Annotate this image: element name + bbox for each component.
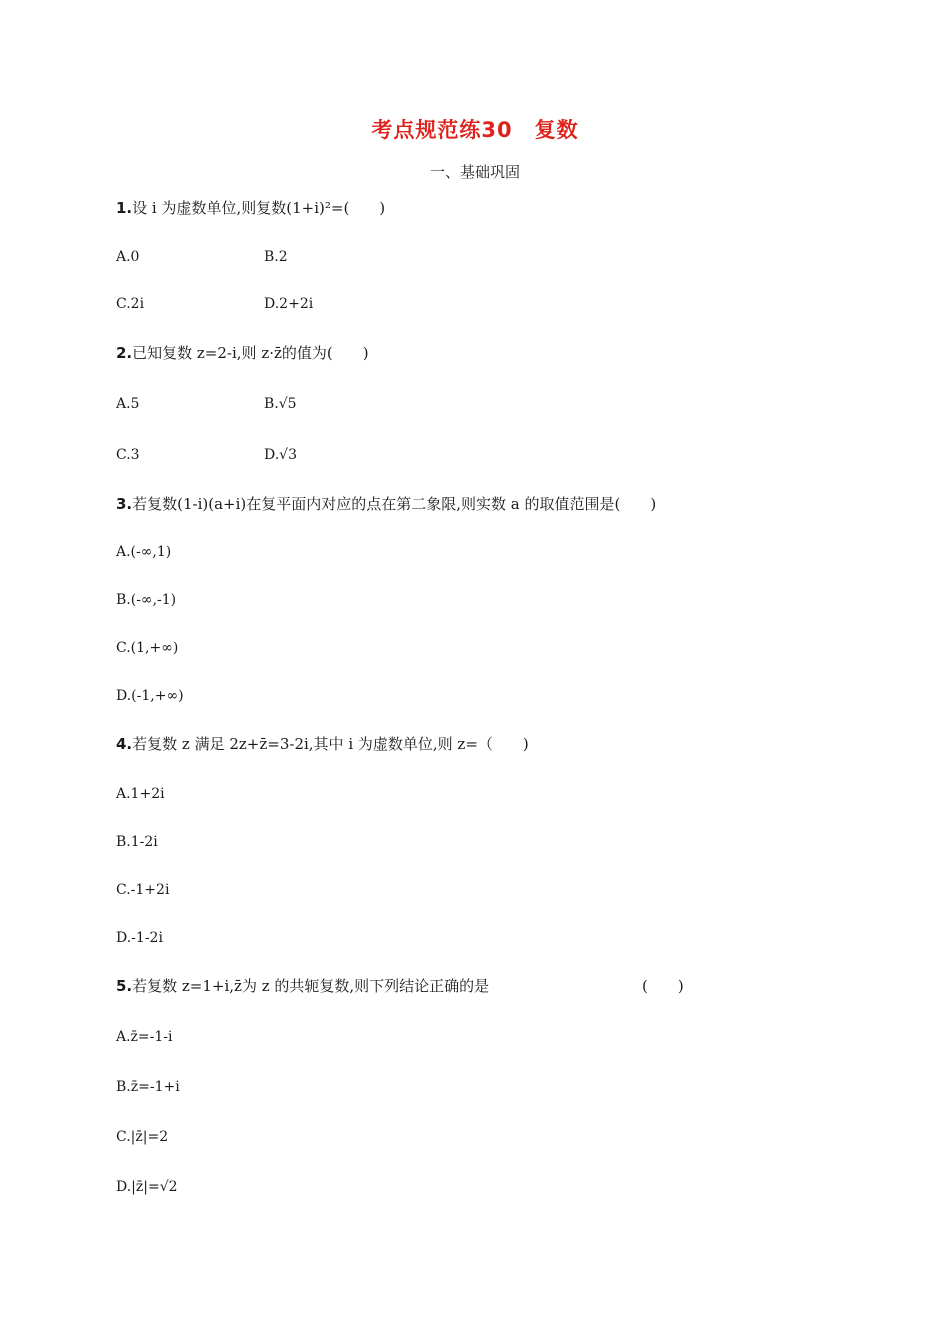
question-number: 3.: [116, 495, 133, 513]
option-d: D.|z̄|=√2: [116, 1179, 178, 1195]
option-b: B.(-∞,-1): [116, 592, 177, 608]
question-stem: 若复数 z=1+i,z̄为 z 的共轭复数,则下列结论正确的是: [132, 977, 490, 995]
question-stem: 若复数 z 满足 2z+z̄=3-2i,其中 i 为虚数单位,则 z=（ ): [132, 735, 529, 753]
option-c: C.|z̄|=2: [116, 1129, 169, 1145]
question-number: 4.: [116, 735, 133, 753]
question-3: [116, 494, 656, 514]
question-5: [116, 976, 489, 996]
question-4: [116, 734, 529, 754]
question-number: 2.: [116, 344, 133, 362]
question-2: [116, 343, 369, 363]
answer-paren: ( ): [642, 977, 684, 995]
section-heading: 一、基础巩固: [429, 163, 520, 181]
option-a: A.1+2i: [116, 786, 165, 802]
option-b: B.z̄=-1+i: [116, 1079, 180, 1095]
question-1: [116, 198, 385, 218]
option-b: B.√5: [264, 396, 297, 412]
question-stem: 设 i 为虚数单位,则复数(1+i)²=( ): [132, 199, 386, 217]
option-d: D.2+2i: [264, 296, 314, 312]
option-a: A.z̄=-1-i: [116, 1029, 173, 1045]
option-c: C.(1,+∞): [116, 640, 179, 656]
page-title: 考点规范练30 复数: [371, 118, 579, 142]
option-a: A.(-∞,1): [116, 544, 172, 560]
option-c: C.-1+2i: [116, 882, 170, 898]
option-b: B.1-2i: [116, 834, 158, 850]
option-a: A.0: [116, 249, 140, 265]
option-c: C.3: [116, 447, 140, 463]
question-number: 1.: [116, 199, 133, 217]
option-b: B.2: [264, 249, 288, 265]
question-stem: 已知复数 z=2-i,则 z·z̄的值为( ): [132, 344, 369, 362]
option-a: A.5: [116, 396, 140, 412]
question-number: 5.: [116, 977, 133, 995]
question-stem: 若复数(1-i)(a+i)在复平面内对应的点在第二象限,则实数 a 的取值范围是( ): [132, 495, 657, 513]
option-c: C.2i: [116, 296, 145, 312]
option-d: D.√3: [264, 447, 298, 463]
option-d: D.(-1,+∞): [116, 688, 184, 704]
option-d: D.-1-2i: [116, 930, 163, 946]
